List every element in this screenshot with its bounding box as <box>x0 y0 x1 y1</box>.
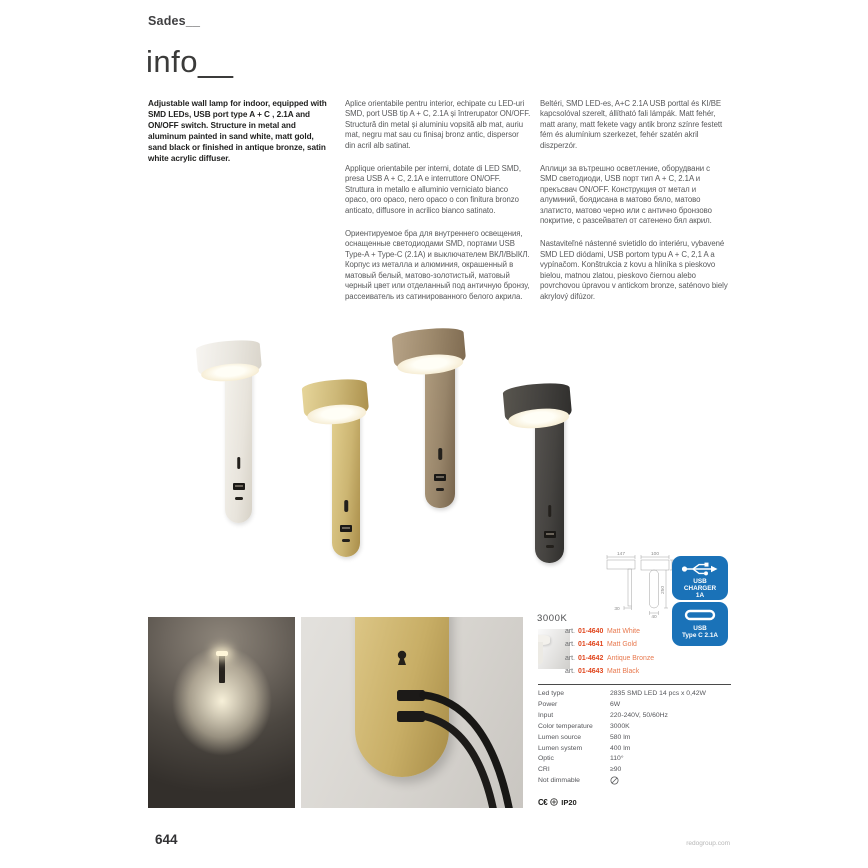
article-row <box>565 641 654 654</box>
lamp-lit-head <box>216 651 228 656</box>
spec-row <box>538 765 731 776</box>
product-name: Sades__ <box>148 14 201 28</box>
description-ro: Aplice orientabile pentru interior, echipate cu LED-uri SMD, port USB tip A + C, 2.1A și întrerupator ON/OFF. Structură din metal și aluminiu vopsită alb mat, auriu mat, negru mat sau cu finisaj bronz antic, dispersor din acril alb satinat. <box>345 99 531 150</box>
usb-a-port <box>434 474 446 481</box>
ce-mark: C€ <box>538 797 548 807</box>
website-link[interactable]: redogroup.com <box>686 840 730 847</box>
switch-slot <box>548 505 552 517</box>
spec-value: 2835 SMD LED 14 pcs x 0,42W <box>610 690 706 697</box>
spec-row <box>538 744 731 755</box>
description-column-3 <box>540 99 728 315</box>
art-code: 01-4643 <box>578 668 604 676</box>
detail-photo-usb-cables <box>301 617 523 808</box>
spec-value: 6W <box>610 700 621 708</box>
specs-table <box>538 684 731 811</box>
usb-c-port <box>235 497 243 500</box>
article-row <box>565 655 654 668</box>
spec-label: Color temperature <box>538 722 593 730</box>
spec-value: ≥90 <box>610 766 622 774</box>
usb-cables-illustration <box>301 617 523 808</box>
description-column-en <box>148 99 332 177</box>
lamp-silhouette <box>219 655 225 683</box>
article-row <box>565 668 654 681</box>
art-finish-name: Antique Bronze <box>607 654 655 662</box>
page-title: info__ <box>146 44 234 79</box>
spec-value: 3000K <box>610 722 630 730</box>
spec-label: Not dimmable <box>538 777 580 785</box>
switch-slot <box>237 457 241 469</box>
usb-charger-badge <box>672 556 728 600</box>
spec-label: Led type <box>538 690 565 697</box>
dimension-drawing <box>604 550 678 620</box>
description-column-2 <box>345 99 531 315</box>
lamp-arm <box>225 360 252 523</box>
article-list <box>565 628 654 682</box>
lamp-arm <box>425 356 455 508</box>
dim-front-width: 100 <box>650 552 660 557</box>
certification-marks <box>538 793 731 811</box>
usb-trident-icon <box>680 561 720 576</box>
lamp-head <box>502 381 572 428</box>
dim-side-depth: 30 <box>614 607 620 612</box>
spec-row <box>538 700 731 711</box>
usb-c-port <box>546 545 554 548</box>
description-hu: Beltéri, SMD LED-es, A+C 2.1A USB porttal és KI/BE kapcsolóval szerelt, állítható fali lámpák. Matt fehér, matt arany, matt fekete vagy antik bronz színre festett fém és alumínium szerkezet, fehér szatén akril diszperzór. <box>540 99 723 150</box>
description-en: Adjustable wall lamp for indoor, equipped with SMD LEDs, USB port type A + C , 2.1A and ON/OFF switch. Structure in metal and aluminum painted in sand white, matt gold, sand black or finished in antique bronze, satin white acrylic diffuser. <box>148 99 327 163</box>
usb-c-port <box>436 488 444 491</box>
usb-charger-line1: USB <box>693 578 707 585</box>
art-finish-name: Matt Black <box>607 668 640 676</box>
spec-label: Input <box>538 711 554 719</box>
dim-side-width: 147 <box>616 552 626 557</box>
lamp-arm <box>535 410 564 563</box>
usb-type-c-badge <box>672 602 728 646</box>
spec-label: Lumen system <box>538 744 583 752</box>
usb-type-c-line1: USB <box>693 625 707 632</box>
art-label: art. <box>565 668 575 676</box>
switch-slot <box>344 500 348 512</box>
lamp-arm <box>332 405 360 557</box>
lamp-head <box>301 377 369 424</box>
ip-rating: IP20 <box>561 797 577 807</box>
page-number: 644 <box>155 832 178 847</box>
spec-label: Power <box>538 700 558 708</box>
usb-a-port <box>544 531 556 538</box>
description-sk: Nastaviteľné nástenné svietidlo do interiéru, vybavené SMD LED diódami, USB portom typu A + C, 2,1 A a vypínačom. Konštrukcia z kovu a hliníka s pieskovo bielou, matnou zlatou, pieskovo čiernou alebo povrchovou úpravou v antickom bronze, saténovo biely akrylový difúzor. <box>540 239 728 301</box>
usb-c-port <box>342 539 350 542</box>
spec-row <box>538 689 731 700</box>
art-label: art. <box>565 628 575 635</box>
description-ru: Ориентируемое бра для внутреннего освещения, оснащенные светодиодами SMD, портами USB Type-A + Type-C (2.1A) и выключателем ВКЛ/ВЫКЛ. Корпус из металла и алюминия, окрашенный в матовый белый, матово-золотистый, матовый черный цвет или отделанный под античную бронзу, рассеиватель из сатинированного белого акрила. <box>345 229 530 301</box>
class-certification-icon <box>550 793 558 811</box>
spec-label: Lumen source <box>538 733 582 741</box>
article-row <box>565 628 654 641</box>
spec-value: 580 lm <box>610 733 631 741</box>
spec-row <box>538 776 731 790</box>
dim-arm-width: 40 <box>651 615 657 620</box>
art-finish-name: Matt White <box>607 628 640 635</box>
lamp-head <box>391 326 466 374</box>
art-code: 01-4640 <box>578 628 604 635</box>
spec-value: 400 lm <box>610 744 631 752</box>
spec-label: Optic <box>538 755 554 763</box>
dim-arm-length: 250 <box>661 585 666 595</box>
usb-charger-line3: 1A <box>695 592 705 600</box>
art-code: 01-4642 <box>578 654 604 662</box>
color-temperature-label: 3000K <box>537 613 568 624</box>
usb-charger-line2: CHARGER <box>683 585 717 593</box>
description-bg: Аплици за вътрешно осветление, оборудвани с SMD светодиоди, USB порт тип A + C, 2.1A и прекъсвач ON/OFF. Конструкция от метал и алуминий, боядисана в матово бяло, матово златисто, матово черно или с антично бронзово покритие, с разсейвател от сатенено бял акрил. <box>540 164 712 226</box>
not-dimmable-icon <box>610 776 731 790</box>
usb-a-port <box>340 525 352 532</box>
ambience-photo-glow <box>148 617 295 808</box>
spec-row <box>538 711 731 722</box>
spec-row <box>538 754 731 765</box>
spec-row <box>538 733 731 744</box>
spec-row <box>538 722 731 733</box>
usb-c-connector-icon <box>680 607 720 623</box>
usb-type-c-line2: Type C 2.1A <box>681 632 719 640</box>
description-it: Applique orientabile per interni, dotate di LED SMD, presa USB A + C, 2.1A e interruttore ON/OFF. Struttura in metallo e alluminio verniciato bianco opaco, oro opaco, nero opaco o con finitura bronzo anticato, diffusore in acrilico bianco satinato. <box>345 164 521 215</box>
usb-a-port <box>233 483 245 490</box>
art-finish-name: Matt Gold <box>607 641 637 649</box>
art-label: art. <box>565 654 575 662</box>
switch-slot <box>438 448 442 460</box>
spec-label: CRI <box>538 766 550 774</box>
art-label: art. <box>565 641 575 649</box>
spec-value: 110° <box>610 755 624 763</box>
art-code: 01-4641 <box>578 641 604 649</box>
spec-value: 220-240V, 50/60Hz <box>610 711 668 719</box>
lamp-head <box>196 338 263 380</box>
